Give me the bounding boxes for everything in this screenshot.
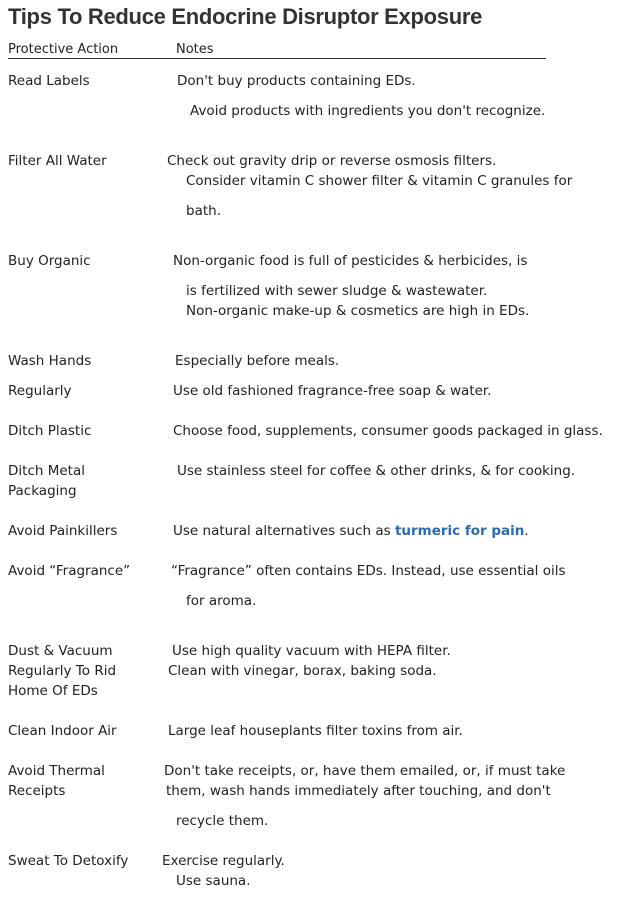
action-filter-all-water: Filter All Water	[8, 153, 107, 169]
note-line: Exercise regularly.	[162, 853, 285, 869]
action-dust-vacuum-line3: Home Of EDs	[8, 683, 98, 699]
action-wash-hands-line2: Regularly	[8, 383, 72, 399]
note-line: for aroma.	[186, 593, 257, 609]
action-sweat-to-detoxify: Sweat To Detoxify	[8, 853, 129, 869]
note-line: Avoid products with ingredients you don't recognize.	[190, 103, 546, 119]
action-avoid-thermal: Avoid Thermal	[8, 763, 105, 779]
column-header-notes: Notes	[176, 42, 214, 57]
note-line: Large leaf houseplants filter toxins from air.	[168, 723, 463, 739]
action-ditch-metal: Ditch Metal	[8, 463, 85, 479]
header-underline	[8, 58, 546, 59]
note-line: Check out gravity drip or reverse osmosis filters.	[167, 153, 497, 169]
action-ditch-metal-line2: Packaging	[8, 483, 77, 499]
action-read-labels: Read Labels	[8, 73, 90, 89]
note-line: is fertilized with sewer sludge & wastewater.	[186, 283, 488, 299]
note-line: Use stainless steel for coffee & other drinks, & for cooking.	[177, 463, 576, 479]
note-line: recycle them.	[176, 813, 269, 829]
note-line: Use old fashioned fragrance-free soap & water.	[173, 383, 492, 399]
action-dust-vacuum: Dust & Vacuum	[8, 643, 113, 659]
note-line: them, wash hands immediately after touching, and don't	[166, 783, 551, 799]
note-text: Use natural alternatives such as	[173, 523, 395, 539]
page-title: Tips To Reduce Endocrine Disruptor Exposure	[8, 4, 483, 29]
note-line: Especially before meals.	[175, 353, 340, 369]
note-line: Use sauna.	[176, 873, 251, 889]
action-buy-organic: Buy Organic	[8, 253, 91, 269]
action-avoid-fragrance: Avoid “Fragrance”	[8, 563, 131, 579]
action-ditch-plastic: Ditch Plastic	[8, 423, 92, 439]
note-line: “Fragrance” often contains EDs. Instead, use essential oils	[171, 563, 566, 579]
note-line: Choose food, supplements, consumer goods packaged in glass.	[173, 423, 603, 439]
action-avoid-thermal-line2: Receipts	[8, 783, 66, 799]
note-line: Clean with vinegar, borax, baking soda.	[168, 663, 437, 679]
note-line: Non-organic food is full of pesticides & herbicides, is	[173, 253, 528, 269]
action-clean-indoor-air: Clean Indoor Air	[8, 723, 117, 739]
action-wash-hands: Wash Hands	[8, 353, 92, 369]
note-line: Don't take receipts, or, have them emailed, or, if must take	[164, 763, 566, 779]
note-line: Non-organic make-up & cosmetics are high in EDs.	[186, 303, 530, 319]
note-text: .	[524, 523, 529, 539]
action-avoid-painkillers: Avoid Painkillers	[8, 523, 118, 539]
note-line: Use high quality vacuum with HEPA filter.	[172, 643, 451, 659]
column-header-protective-action: Protective Action	[8, 42, 119, 57]
note-line: bath.	[186, 203, 221, 219]
note-line: Consider vitamin C shower filter & vitamin C granules for	[186, 173, 573, 189]
action-dust-vacuum-line2: Regularly To Rid	[8, 663, 117, 679]
turmeric-for-pain-link[interactable]: turmeric for pain	[394, 523, 525, 539]
note-line	[173, 521, 529, 541]
note-line: Don't buy products containing EDs.	[177, 73, 416, 89]
